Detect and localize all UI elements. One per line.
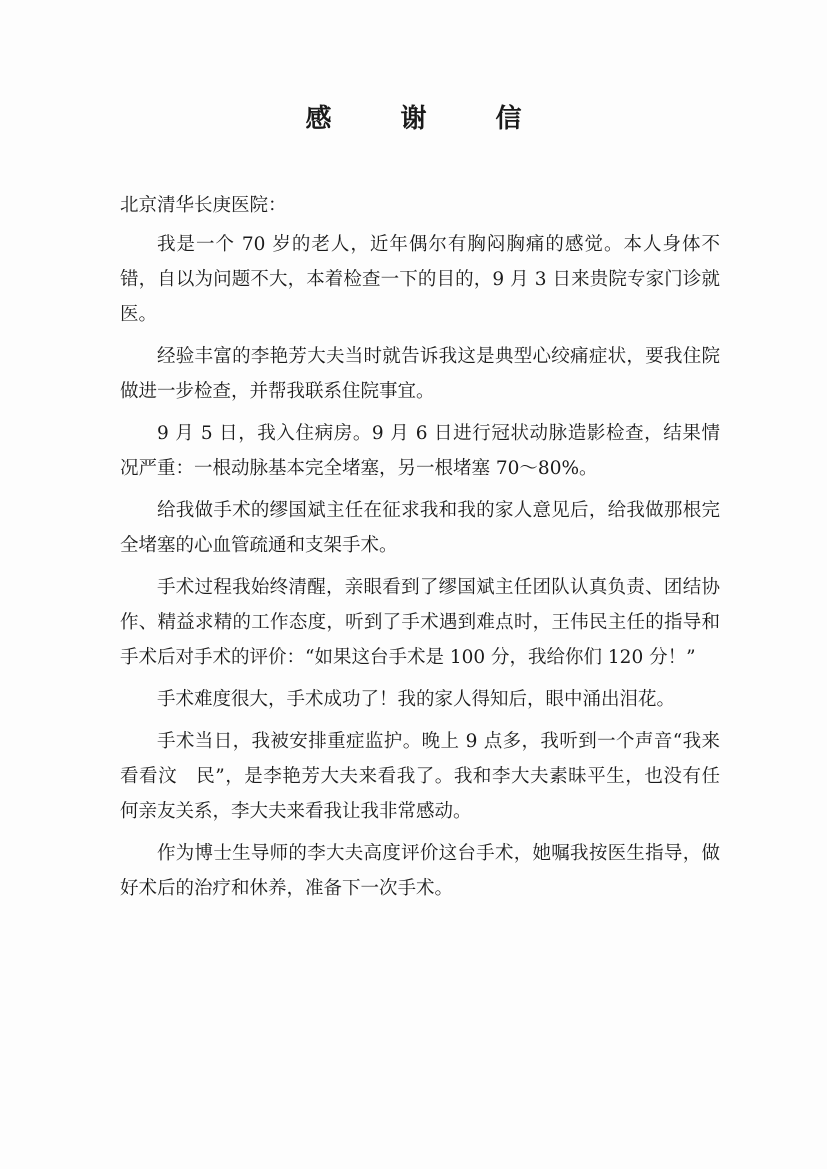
paragraph-admission: 9 月 5 日，我入住病房。9 月 6 日进行冠状动脉造影检查，结果情况严重：一根动脉基本完全堵塞，另一根堵塞 70～80%。 — [120, 423, 720, 479]
paragraph-diagnosis: 经验丰富的李艳芳大夫当时就告诉我这是典型心绞痛症状，要我住院做进一步检查，并帮我联系住院事宜。 — [120, 346, 720, 402]
letter-title: 感 谢 信 — [305, 104, 552, 134]
paragraph-surgery-decision: 给我做手术的缪国斌主任在征求我和我的家人意见后，给我做那根完全堵塞的心血管疏通和支架手术。 — [120, 500, 720, 556]
paragraph-icu-visit: 手术当日，我被安排重症监护。晚上 9 点多，我听到一个声音“我来看看汶 民”，是李艳芳大夫来看我了。我和李大夫素昧平生，也没有任何亲友关系，李大夫来看我让我非常感动。 — [120, 731, 720, 822]
paragraph-symptoms: 我是一个 70 岁的老人，近年偶尔有胸闷胸痛的感觉。本人身体不错，自以为问题不大，本着检查一下的目的，9 月 3 日来贵院专家门诊就医。 — [120, 234, 720, 325]
paragraph-doctor-advice: 作为博士生导师的李大夫高度评价这台手术，她嘱我按医生指导，做好术后的治疗和休养，准备下一次手术。 — [120, 843, 720, 899]
paragraph-surgery-process: 手术过程我始终清醒，亲眼看到了缪国斌主任团队认真负责、团结协作、精益求精的工作态度，听到了手术遇到难点时，王伟民主任的指导和手术后对手术的评价：“如果这台手术是 100 分，我给你们 120 分！” — [120, 577, 720, 668]
salutation: 北京清华长庚医院： — [120, 195, 287, 216]
letter-body — [120, 188, 720, 913]
paragraph-surgery-success: 手术难度很大，手术成功了！我的家人得知后，眼中涌出泪花。 — [157, 689, 676, 710]
